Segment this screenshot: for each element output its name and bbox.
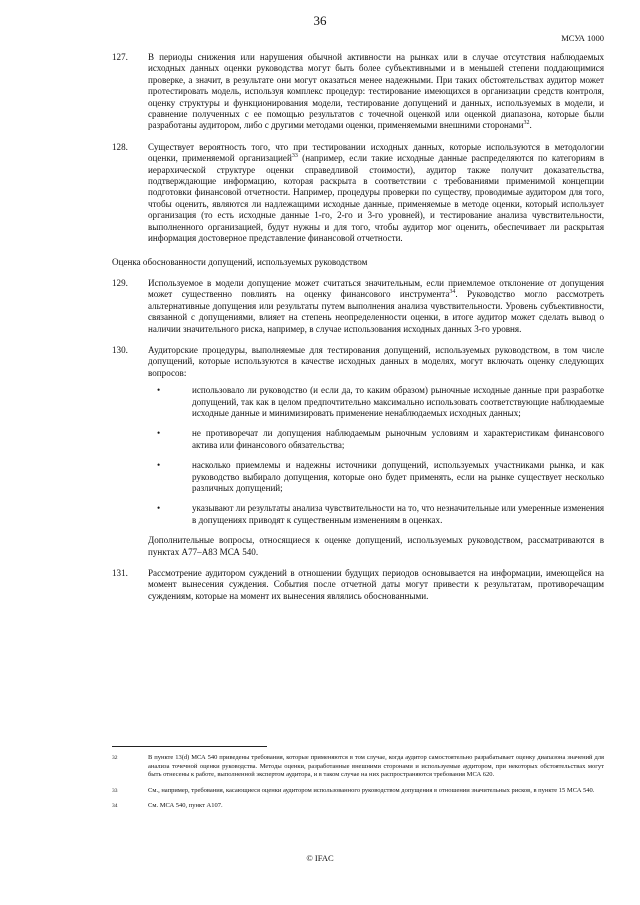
bullet-marker: • bbox=[157, 385, 161, 396]
bullet-text: использовало ли руководство (и если да, то каким образом) рыночные исходные данные при разработке допущений, так как в целом предпочтительно максимально использовать соответствующие наблюдаемые исходные данные и минимизировать применение ненаблюдаемых исходных данных; bbox=[192, 385, 604, 418]
paragraph-number: 128. bbox=[112, 141, 128, 152]
footnote-32 bbox=[112, 754, 604, 780]
bullet-marker: • bbox=[157, 503, 161, 514]
footnote-ref: 33 bbox=[291, 153, 298, 160]
footnote-34 bbox=[112, 802, 604, 811]
paragraph-text: Аудиторские процедуры, выполняемые для тестирования допущений, используемых руководством, в том числе допущений, которые используются в качестве исходных данных в моделях, могут включать оценку следующих вопросов: bbox=[148, 344, 604, 378]
paragraph-131 bbox=[112, 568, 604, 602]
footnotes bbox=[112, 746, 604, 818]
footnote-text: В пункте 13(d) МСА 540 приведены требования, которые применяются в том случае, когда аудитор самостоятельно разрабатывает оценку диапазона значений для анализа точечной оценки руководства. Методы оценки, разработанные внешними сторонами и используемые аудитором, при некоторых обстоятельствах могут быть отнесены к работе, выполненной экспертом аудитора, и в таком случае на них распространяются требования МСА 620. bbox=[148, 754, 604, 779]
section-heading: Оценка обоснованности допущений, используемых руководством bbox=[112, 256, 368, 267]
bullet-text: указывают ли результаты анализа чувствительности на то, что незначительные или умеренные изменения в допущениях приводят к существенным изменениям в оценках. bbox=[192, 503, 604, 525]
paragraph-number: 129. bbox=[112, 277, 128, 288]
footnote-33 bbox=[112, 787, 604, 796]
paragraph-number: 130. bbox=[112, 344, 128, 355]
footnote-divider bbox=[112, 746, 267, 747]
bullet-marker: • bbox=[157, 428, 161, 439]
paragraph-text-cont: (например, если такие исходные данные распределяются по категориям в иерархической структуре оценки справедливой стоимости), аудитор также получит доказательства, подтверждающие информацию, которая раскрыта в соответствии с требованиями применимой концепции подготовки финансовой отчетности. Например, процедуры проверки по существу, проводимые аудитором для того, чтобы оценить, являются ли надлежащими исходные данные, применяемые в методе оценки, который использует организация (то есть исходные данные 1-го, 2-го и 3-го уровней), и тестирование анализа чувствительности, выполненного организацией, будут нужны и для того, чтобы аудитор мог оценить, обеспечивает ли раскрытая информация достоверное представление финансовой отчетности. bbox=[148, 153, 604, 244]
paragraph-number: 127. bbox=[112, 52, 128, 62]
paragraph-number: 131. bbox=[112, 568, 128, 579]
bullet-item bbox=[148, 503, 604, 526]
paragraph-text: В периоды снижения или нарушения обычной активности на рынках или в случае отсутствия наблюдаемых исходных данных оценки руководства могут быть более субъективными и в меньшей степени поддающимися проверке, а значит, в результате они могут оказаться менее надежными. При таких обстоятельствах аудитор может протестировать модель, используя комплекс процедур: тестирование имеющихся в организации средств контроля, оценку структуры и функционирования модели, тестирование допущений и данных, используемых в модели, и сравнение полученных с ее помощью результатов с точечной оценкой или оценкой диапазона, которые были разработаны аудитором, либо с другими методами оценки, применяемыми внешними сторонами bbox=[148, 52, 604, 131]
footnote-text: См. МСА 540, пункт A107. bbox=[148, 802, 223, 810]
paragraph-note: Дополнительные вопросы, относящиеся к оценке допущений, используемых руководством, рассматриваются в пунктах A77–A83 МСА 540. bbox=[148, 535, 604, 557]
bullet-marker: • bbox=[157, 460, 161, 471]
paragraph-130 bbox=[112, 345, 604, 558]
bullet-item bbox=[148, 428, 604, 451]
footnote-ref: 32 bbox=[523, 120, 530, 127]
bullet-list bbox=[148, 385, 604, 526]
paragraph-128 bbox=[112, 142, 604, 245]
paragraph-129 bbox=[112, 278, 604, 335]
bullet-item bbox=[148, 385, 604, 419]
bullet-text: не противоречат ли допущения наблюдаемым рыночным условиям и характеристикам финансового актива или финансового обязательства; bbox=[192, 428, 604, 450]
bullet-item bbox=[148, 460, 604, 494]
paragraph-tail: . bbox=[529, 120, 532, 131]
footnote-number: 33 bbox=[112, 787, 118, 794]
footnote-text: См., например, требования, касающиеся оценки аудитором использованного руководством допущения в отношении значительных рисков, в пункте 15 МСА 540. bbox=[148, 786, 595, 794]
standard-label: МСУА 1000 bbox=[561, 33, 604, 43]
copyright-footer: © IFAC bbox=[306, 853, 334, 863]
footnote-ref: 34 bbox=[449, 289, 456, 296]
paragraph-text-cont: . Руководство могло рассмотреть альтернативные допущения или результаты путем выполнения анализа чувствительности. Уровень субъективности, связанной с допущениями, влияет на степень неопределенности оценки, в итоге аудитор может сделать вывод о наличии значительного риска, например, в случае использования исходных данных 3-го уровня. bbox=[148, 289, 604, 334]
footnote-number: 34 bbox=[112, 803, 118, 810]
footnote-number: 32 bbox=[112, 755, 118, 761]
paragraph-text: Используемое в модели допущение может считаться значительным, если приемлемое отклонение от допущения может существенно повлиять на оценку финансового инструмента bbox=[148, 277, 604, 300]
document-body bbox=[112, 52, 604, 612]
bullet-text: насколько приемлемы и надежны источники допущений, используемых участниками рынка, и как руководство выбирало допущения, которые оно будет применять, если на рынке существует несколько различных допущений; bbox=[192, 460, 604, 493]
paragraph-127 bbox=[112, 52, 604, 132]
paragraph-text: Существует вероятность того, что при тестировании исходных данных, которые используются в методологии оценки, применяемой организацией bbox=[148, 141, 604, 164]
paragraph-text: Рассмотрение аудитором суждений в отношении будущих периодов основывается на информации, имеющейся на момент вынесения суждения. События после отчетной даты могут привести к результатам, противоречащим суждениям, которые на момент их вынесения являлись обоснованными. bbox=[148, 568, 604, 601]
page-number: 36 bbox=[313, 13, 327, 28]
